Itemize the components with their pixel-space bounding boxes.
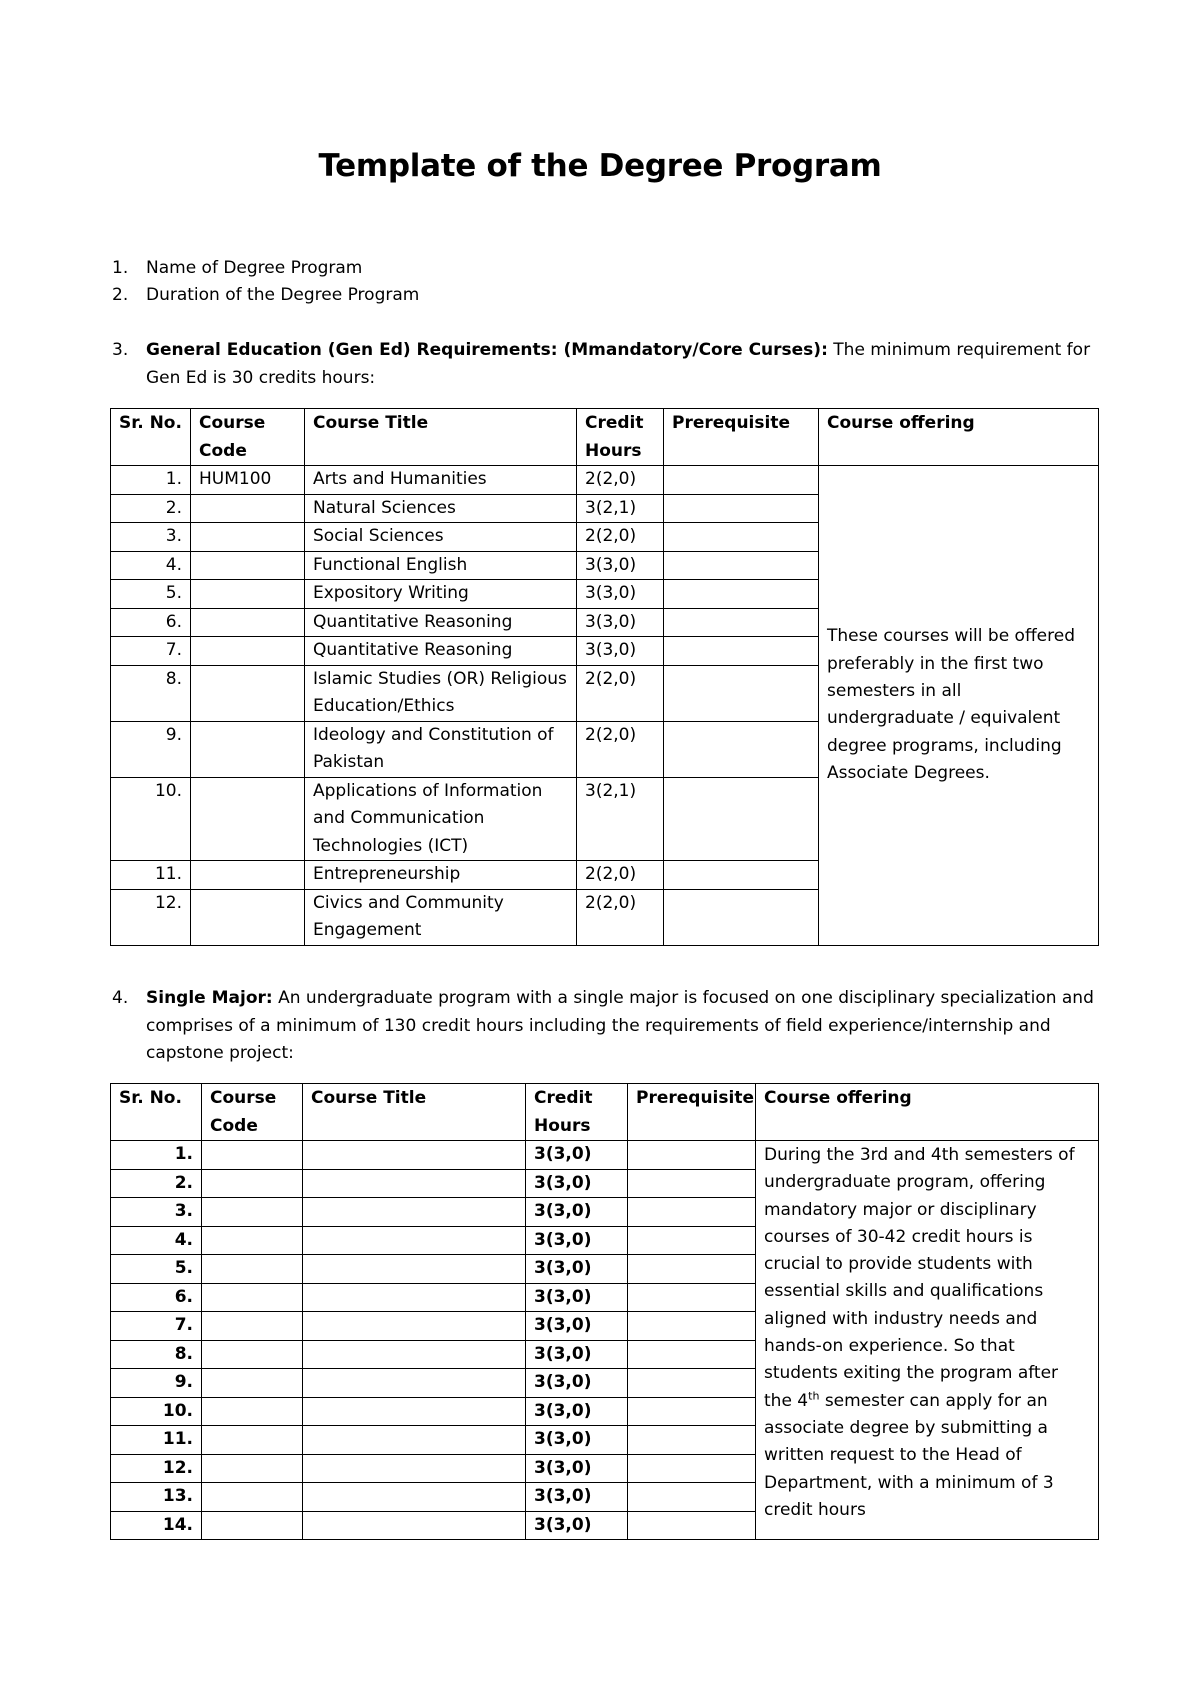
cell-credit-hours: 3(3,0): [577, 637, 664, 666]
table-row: [111, 1141, 1099, 1170]
cell-course-code: [202, 1454, 303, 1483]
header-course-title: Course Title: [305, 409, 577, 466]
header-course-title: Course Title: [303, 1084, 526, 1141]
cell-prerequisite: [628, 1511, 756, 1540]
offering-superscript: th: [808, 1389, 820, 1403]
cell-prerequisite: [628, 1141, 756, 1170]
table-header-row: [111, 1084, 1099, 1141]
list-number: 2.: [112, 285, 129, 305]
cell-course-code: [202, 1255, 303, 1284]
cell-prerequisite: [628, 1312, 756, 1341]
cell-course-title: Quantitative Reasoning: [305, 608, 577, 637]
single-major-table: [110, 1083, 1099, 1540]
cell-course-code: HUM100: [191, 466, 305, 495]
header-credit-hours: Credit Hours: [577, 409, 664, 466]
cell-prerequisite: [664, 466, 819, 495]
gen-ed-table: [110, 408, 1099, 946]
cell-sr-no: 4.: [111, 551, 191, 580]
section-single-major-bold: Single Major:: [146, 988, 273, 1008]
cell-sr-no: 3.: [111, 523, 191, 552]
cell-credit-hours: 2(2,0): [577, 861, 664, 890]
cell-credit-hours: 2(2,0): [577, 665, 664, 721]
header-sr-no: Sr. No.: [111, 409, 191, 466]
header-course-offering: Course offering: [756, 1084, 1099, 1141]
cell-credit-hours: 3(3,0): [526, 1255, 628, 1284]
header-course-code: Course Code: [191, 409, 305, 466]
cell-prerequisite: [628, 1397, 756, 1426]
cell-course-title: Social Sciences: [305, 523, 577, 552]
cell-credit-hours: 3(3,0): [577, 551, 664, 580]
section-gen-ed-text: The minimum requirement for Gen Ed is 30 credits hours:: [146, 340, 1091, 388]
cell-credit-hours: 3(3,0): [526, 1226, 628, 1255]
section-gen-ed-bold: General Education (Gen Ed) Requirements: (Mmandatory/Core Curses):: [146, 340, 828, 360]
list-number: 4.: [112, 988, 129, 1008]
cell-prerequisite: [628, 1198, 756, 1227]
cell-sr-no: 4.: [111, 1226, 202, 1255]
cell-sr-no: 13.: [111, 1483, 202, 1512]
cell-sr-no: 8.: [111, 665, 191, 721]
cell-course-title: Applications of Information and Communication Technologies (ICT): [305, 777, 577, 861]
cell-credit-hours: 3(3,0): [526, 1169, 628, 1198]
cell-course-title: Arts and Humanities: [305, 466, 577, 495]
cell-prerequisite: [664, 889, 819, 945]
cell-course-code: [202, 1511, 303, 1540]
header-prerequisite: Prerequisite: [664, 409, 819, 466]
cell-credit-hours: 3(3,0): [526, 1511, 628, 1540]
offering-text-part1: During the 3rd and 4th semesters of undergraduate program, offering mandatory major or disciplinary courses of 30-42 credit hours is crucial to provide students with essential skills and qualifications aligned with industry needs and hands-on experience. So that students exiting the program after the 4: [764, 1145, 1075, 1411]
cell-credit-hours: 3(3,0): [526, 1454, 628, 1483]
cell-course-code: [202, 1483, 303, 1512]
section-single-major-heading: [146, 985, 1101, 1068]
cell-prerequisite: [628, 1340, 756, 1369]
cell-sr-no: 6.: [111, 608, 191, 637]
cell-credit-hours: 2(2,0): [577, 466, 664, 495]
header-course-code: Course Code: [202, 1084, 303, 1141]
cell-sr-no: 1.: [111, 1141, 202, 1170]
list-item-name: Name of Degree Program: [146, 258, 363, 278]
cell-sr-no: 10.: [111, 777, 191, 861]
cell-prerequisite: [628, 1226, 756, 1255]
cell-prerequisite: [628, 1483, 756, 1512]
cell-sr-no: 9.: [111, 1369, 202, 1398]
cell-prerequisite: [628, 1454, 756, 1483]
cell-credit-hours: 3(3,0): [526, 1283, 628, 1312]
cell-sr-no: 11.: [111, 861, 191, 890]
cell-credit-hours: 2(2,0): [577, 889, 664, 945]
cell-sr-no: 5.: [111, 1255, 202, 1284]
cell-course-title: Civics and Community Engagement: [305, 889, 577, 945]
cell-credit-hours: 3(3,0): [526, 1483, 628, 1512]
cell-course-code: [191, 889, 305, 945]
cell-sr-no: 2.: [111, 494, 191, 523]
cell-credit-hours: 3(3,0): [526, 1340, 628, 1369]
cell-sr-no: 6.: [111, 1283, 202, 1312]
cell-course-title: [303, 1255, 526, 1284]
cell-prerequisite: [664, 608, 819, 637]
cell-course-code: [202, 1141, 303, 1170]
cell-course-code: [202, 1312, 303, 1341]
cell-course-code: [191, 580, 305, 609]
cell-course-title: [303, 1483, 526, 1512]
cell-course-code: [191, 777, 305, 861]
cell-course-code: [202, 1397, 303, 1426]
cell-course-title: Functional English: [305, 551, 577, 580]
cell-prerequisite: [664, 494, 819, 523]
cell-prerequisite: [628, 1283, 756, 1312]
cell-prerequisite: [664, 637, 819, 666]
cell-sr-no: 8.: [111, 1340, 202, 1369]
cell-course-code: [191, 551, 305, 580]
cell-course-title: [303, 1226, 526, 1255]
cell-prerequisite: [664, 721, 819, 777]
cell-course-code: [202, 1340, 303, 1369]
cell-credit-hours: 3(3,0): [526, 1369, 628, 1398]
cell-course-title: Natural Sciences: [305, 494, 577, 523]
cell-course-title: [303, 1169, 526, 1198]
cell-credit-hours: 3(3,0): [526, 1141, 628, 1170]
cell-sr-no: 9.: [111, 721, 191, 777]
cell-course-title: [303, 1340, 526, 1369]
cell-credit-hours: 3(2,1): [577, 777, 664, 861]
cell-credit-hours: 2(2,0): [577, 523, 664, 552]
cell-credit-hours: 3(3,0): [526, 1312, 628, 1341]
cell-sr-no: 7.: [111, 1312, 202, 1341]
cell-prerequisite: [664, 861, 819, 890]
cell-course-code: [191, 608, 305, 637]
cell-credit-hours: 3(3,0): [526, 1198, 628, 1227]
cell-course-title: Ideology and Constitution of Pakistan: [305, 721, 577, 777]
cell-credit-hours: 3(3,0): [577, 608, 664, 637]
cell-credit-hours: 3(3,0): [526, 1397, 628, 1426]
cell-prerequisite: [664, 523, 819, 552]
cell-prerequisite: [628, 1255, 756, 1284]
header-credit-hours: Credit Hours: [526, 1084, 628, 1141]
cell-credit-hours: 3(3,0): [577, 580, 664, 609]
cell-sr-no: 14.: [111, 1511, 202, 1540]
cell-course-code: [202, 1369, 303, 1398]
cell-sr-no: 2.: [111, 1169, 202, 1198]
cell-course-title: [303, 1198, 526, 1227]
cell-course-code: [191, 861, 305, 890]
cell-prerequisite: [628, 1169, 756, 1198]
cell-course-code: [191, 721, 305, 777]
table-row: [111, 466, 1099, 495]
list-item-duration: Duration of the Degree Program: [146, 285, 420, 305]
cell-course-offering: [756, 1141, 1099, 1540]
cell-sr-no: 7.: [111, 637, 191, 666]
cell-credit-hours: 3(3,0): [526, 1426, 628, 1455]
cell-sr-no: 1.: [111, 466, 191, 495]
cell-course-title: Quantitative Reasoning: [305, 637, 577, 666]
cell-course-title: [303, 1397, 526, 1426]
cell-course-code: [191, 637, 305, 666]
cell-prerequisite: [628, 1426, 756, 1455]
cell-course-title: Islamic Studies (OR) Religious Education/Ethics: [305, 665, 577, 721]
cell-course-code: [191, 665, 305, 721]
cell-course-code: [191, 494, 305, 523]
header-course-offering: Course offering: [819, 409, 1099, 466]
cell-sr-no: 3.: [111, 1198, 202, 1227]
cell-prerequisite: [664, 551, 819, 580]
header-sr-no: Sr. No.: [111, 1084, 202, 1141]
table-header-row: [111, 409, 1099, 466]
cell-credit-hours: 2(2,0): [577, 721, 664, 777]
cell-sr-no: 11.: [111, 1426, 202, 1455]
cell-prerequisite: [664, 665, 819, 721]
cell-sr-no: 10.: [111, 1397, 202, 1426]
cell-course-title: [303, 1454, 526, 1483]
cell-sr-no: 5.: [111, 580, 191, 609]
offering-text-part2: semester can apply for an associate degree by submitting a written request to the Head of Department, with a minimum of 3 credit hours: [764, 1390, 1054, 1520]
cell-course-code: [202, 1169, 303, 1198]
cell-course-offering: These courses will be offered preferably in the first two semesters in all undergraduate / equivalent degree programs, including Associate Degrees.: [819, 466, 1099, 946]
cell-prerequisite: [628, 1369, 756, 1398]
cell-course-code: [202, 1283, 303, 1312]
cell-course-title: [303, 1312, 526, 1341]
cell-course-title: [303, 1369, 526, 1398]
cell-course-title: Expository Writing: [305, 580, 577, 609]
cell-course-code: [191, 523, 305, 552]
cell-prerequisite: [664, 777, 819, 861]
cell-course-title: [303, 1141, 526, 1170]
cell-prerequisite: [664, 580, 819, 609]
cell-course-title: [303, 1511, 526, 1540]
section-single-major-text: An undergraduate program with a single major is focused on one disciplinary specialization and comprises of a minimum of 130 credit hours including the requirements of field experience/internship and capstone project:: [146, 988, 1094, 1063]
list-number: 1.: [112, 258, 129, 278]
page-title: Template of the Degree Program: [318, 148, 882, 184]
cell-sr-no: 12.: [111, 1454, 202, 1483]
cell-course-code: [202, 1426, 303, 1455]
cell-course-title: [303, 1426, 526, 1455]
section-gen-ed-heading: [146, 337, 1096, 392]
list-number: 3.: [112, 340, 129, 360]
cell-credit-hours: 3(2,1): [577, 494, 664, 523]
cell-course-code: [202, 1198, 303, 1227]
cell-sr-no: 12.: [111, 889, 191, 945]
cell-course-code: [202, 1226, 303, 1255]
cell-course-title: Entrepreneurship: [305, 861, 577, 890]
cell-course-title: [303, 1283, 526, 1312]
header-prerequisite: Prerequisite: [628, 1084, 756, 1141]
